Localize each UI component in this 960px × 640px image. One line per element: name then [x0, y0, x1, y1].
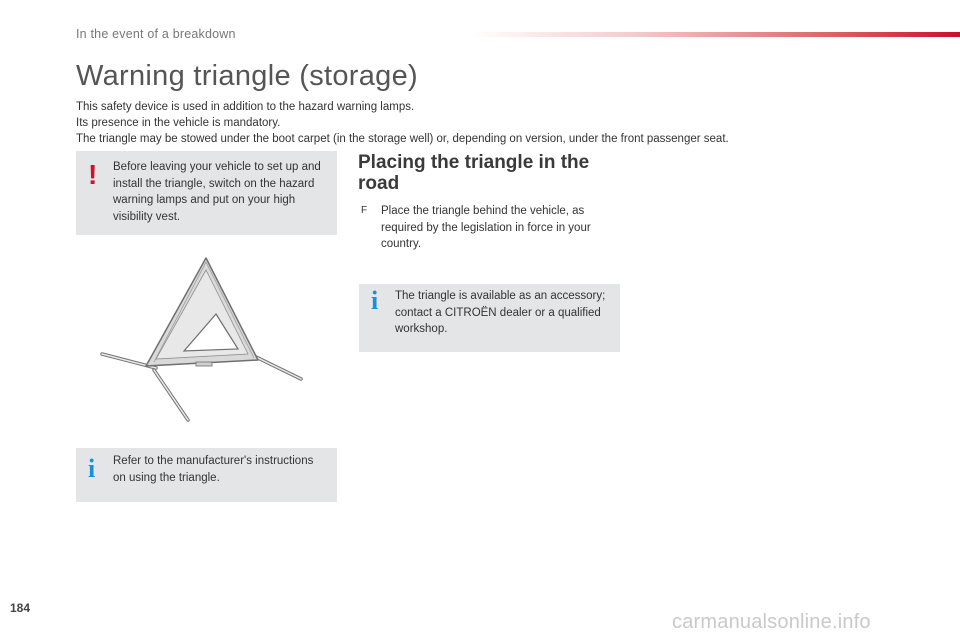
info-text: The triangle is available as an accessory; contact a CITROËN dealer or a qualified workshop.: [395, 290, 606, 335]
warning-triangle-illustration: [96, 248, 311, 423]
watermark: carmanualsonline.info: [672, 611, 871, 633]
intro-text: [76, 99, 729, 147]
step-marker: F: [361, 205, 368, 216]
info-box-accessory: [359, 284, 620, 352]
page-number: 184: [10, 601, 31, 615]
info-box-instructions: [76, 448, 337, 502]
section-label: In the event of a breakdown: [76, 27, 236, 41]
intro-line: The triangle may be stowed under the boot carpet (in the storage well) or, depending on version, under the front passenger seat.: [76, 133, 729, 145]
page-title: Warning triangle (storage): [76, 60, 418, 92]
warning-exclamation-icon: !: [88, 159, 98, 190]
step-text: Place the triangle behind the vehicle, as required by the legislation in force in your country.: [381, 205, 591, 250]
header-accent-bar: [470, 32, 960, 37]
warning-box: [76, 151, 337, 235]
info-icon: i: [371, 286, 379, 315]
section-heading: Placing the triangle in the road: [358, 152, 590, 194]
info-icon: i: [88, 454, 96, 483]
intro-line: Its presence in the vehicle is mandatory.: [76, 117, 281, 129]
warning-text: Before leaving your vehicle to set up and install the triangle, switch on the hazard warning lamps and put on your high visibility vest.: [113, 161, 321, 223]
info-text: Refer to the manufacturer's instructions on using the triangle.: [113, 455, 314, 484]
intro-line: This safety device is used in addition to the hazard warning lamps.: [76, 101, 415, 113]
